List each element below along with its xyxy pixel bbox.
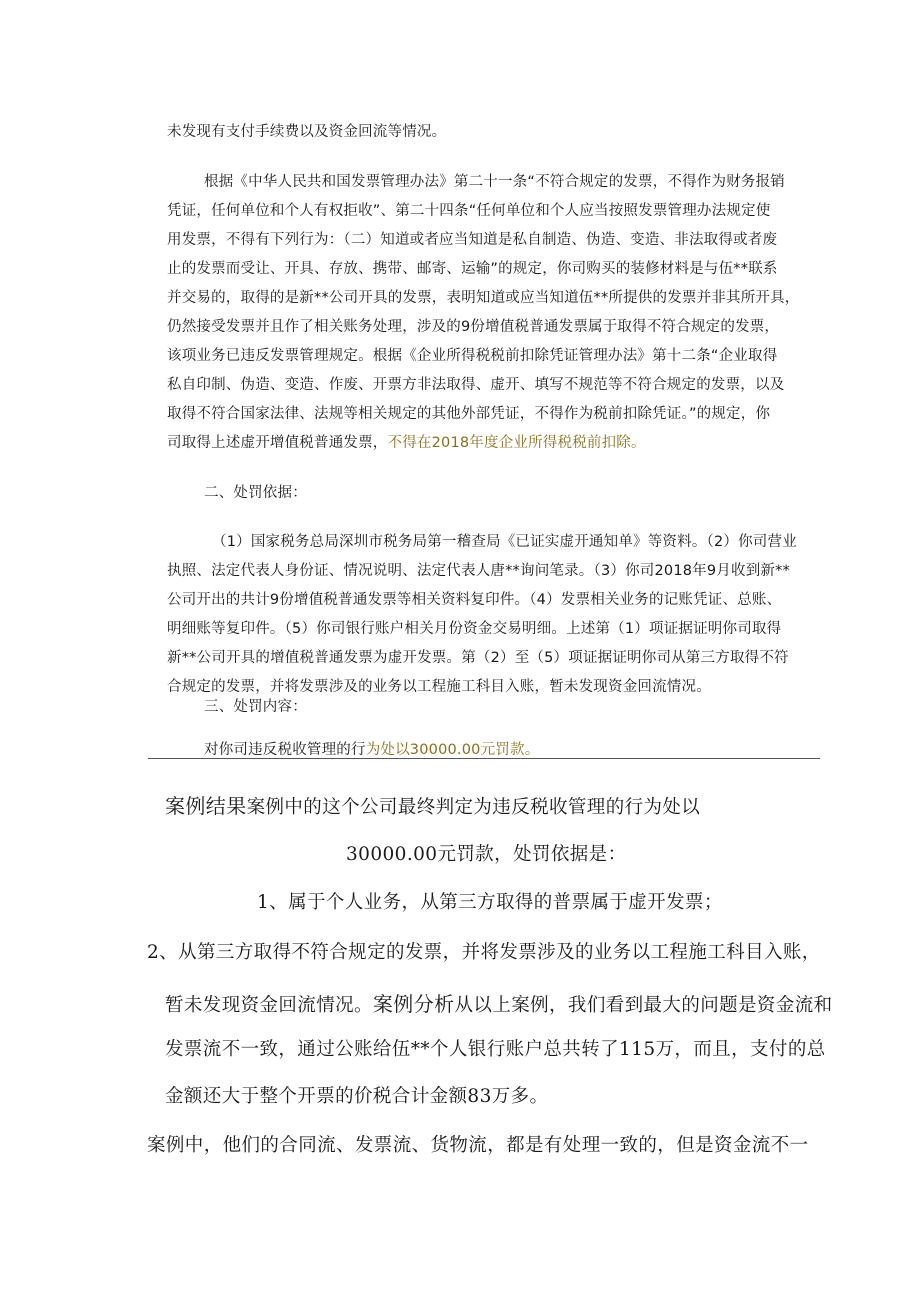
paragraph-line: 私自印制、伪造、变造、作废、开票方非法取得、虚开、填写不规范等不符合规定的发票，以及 (167, 377, 785, 393)
paragraph-line: 公司开出的共计9份增值税普通发票等相关资料复印件。（4）发票相关业务的记账凭证、总账、 (167, 592, 782, 608)
text-line: 未发现有支付手续费以及资金回流等情况。 (167, 124, 447, 140)
paragraph-line: 新**公司开具的增值税普通发票为虚开发票。第（2）至（5）项证据证明你司从第三方取得不符 (167, 650, 789, 666)
paragraph-line: 用发票，不得有下列行为：（二）知道或者应当知道是私自制造、伪造、变造、非法取得或者废 (167, 232, 778, 248)
case-analysis-label: 案例分析 (372, 992, 455, 1016)
analysis-line: 金额还大于整个开票的价税合计金额83万多。 (165, 1086, 549, 1107)
highlighted-text: 不得在2018年度企业所得税税前扣除。 (387, 435, 646, 451)
highlighted-text: 为处以30000.00元罚款。 (365, 742, 540, 758)
list-item-continuation: 暂未发现资金回流情况。 (165, 995, 373, 1016)
paragraph-line: 仍然接受发票并且作了相关账务处理，涉及的9份增值税普通发票属于取得不符合规定的发票， (167, 319, 780, 335)
section-heading: 二、处罚依据： (204, 485, 307, 501)
divider-line (148, 758, 820, 759)
penalty-text: 对你司违反税收管理的行 (204, 742, 366, 758)
paragraph-line: 根据《中华人民共和国发票管理办法》第二十一条“不符合规定的发票，不得作为财务报销 (204, 174, 786, 190)
section-heading: 三、处罚内容： (204, 699, 307, 715)
analysis-line: 发票流不一致，通过公账给伍**个人银行账户总共转了115万，而且，支付的总 (165, 1039, 826, 1060)
case-result-line: 30000.00元罚款，处罚依据是： (346, 844, 627, 865)
paragraph-line (167, 431, 646, 452)
paragraph-line: 止的发票而受让、开具、存放、携带、邮寄、运输”的规定，你司购买的装修材料是与伍**联系 (167, 261, 778, 277)
case-analysis-text: 从以上案例，我们看到最大的问题是资金流和 (454, 995, 833, 1016)
paragraph-line: 案例中，他们的合同流、发票流、货物流，都是有处理一致的，但是资金流不一 (147, 1135, 809, 1156)
paragraph-line: 该项业务已违反发票管理规定。根据《企业所得税税前扣除凭证管理办法》第十二条“企业取得 (167, 348, 778, 364)
paragraph-line: 凭证，任何单位和个人有权拒收”、第二十四条“任何单位和个人应当按照发票管理办法规定使 (167, 203, 771, 219)
paragraph-line: 合规定的发票，并将发票涉及的业务以工程施工科目入账，暂未发现资金回流情况。 (167, 679, 711, 695)
case-result-label: 案例结果 (165, 794, 247, 818)
paragraph-line: 明细账等复印件。（5）你司银行账户相关月份资金交易明细。上述第（1）项证据证明你司取得 (167, 621, 782, 637)
paragraph-line: （1）国家税务总局深圳市税务局第一稽查局《已证实虚开通知单》等资料。（2）你司营业 (212, 534, 797, 550)
paragraph-line: 并交易的，取得的是新**公司开具的发票，表明知道或应当知道伍**所提供的发票并非其所开具， (167, 290, 800, 306)
case-result-line (165, 790, 700, 819)
paragraph-line: 取得不符合国家法律、法规等相关规定的其他外部凭证，不得作为税前扣除凭证。”的规定，你 (167, 406, 771, 422)
penalty-line (204, 738, 539, 759)
paragraph-text: 司取得上述虚开增值税普通发票， (167, 435, 388, 451)
case-result-text: 案例中的这个公司最终判定为违反税收管理的行为处以 (246, 797, 701, 818)
paragraph-line: 执照、法定代表人身份证、情况说明、法定代表人唐**询问笔录。（3）你司2018年9月收到新** (167, 563, 790, 579)
analysis-line (165, 988, 833, 1017)
list-item: 2、从第三方取得不符合规定的发票，并将发票涉及的业务以工程施工科目入账， (147, 942, 821, 963)
list-item: 1、属于个人业务，从第三方取得的普票属于虚开发票； (257, 892, 723, 913)
